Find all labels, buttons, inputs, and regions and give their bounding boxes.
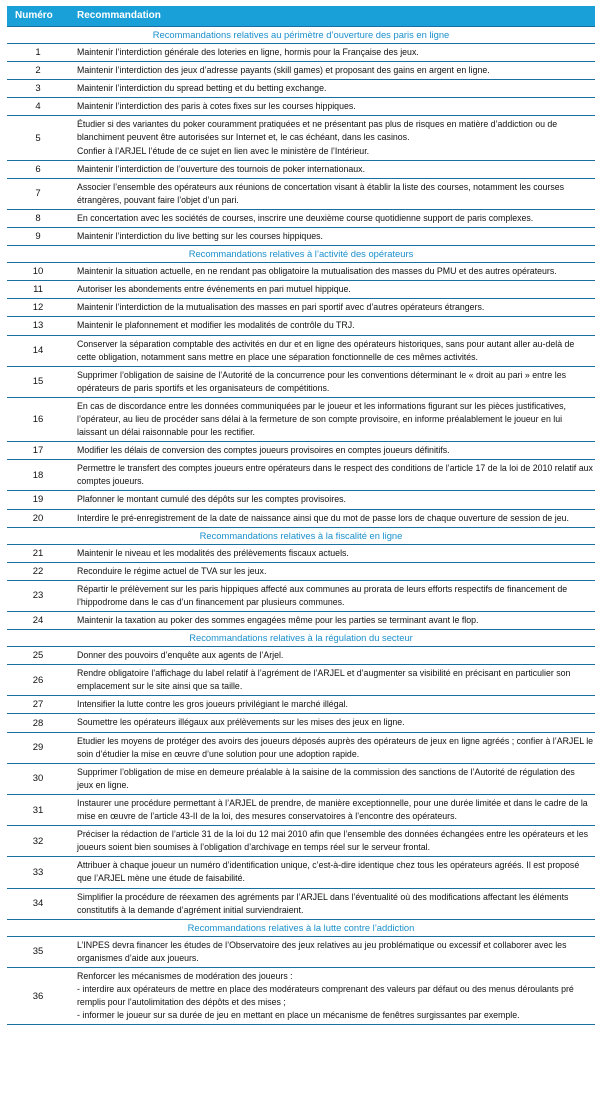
recommendation-text <box>69 228 595 245</box>
recommendation-text <box>69 696 595 713</box>
text-line: Renforcer les mécanismes de modération des joueurs : <box>77 970 293 981</box>
recommendation-text <box>69 968 595 1024</box>
recommendation-number: 20 <box>32 512 44 524</box>
table-row <box>7 441 595 459</box>
recommendation-number: 5 <box>35 132 41 144</box>
recommendation-text <box>69 545 595 562</box>
text-line: l’opérateur, au lieu de procéder sans délai à la fermeture de son compte provisoire, en informe préalablement le joueur en lui <box>77 413 563 424</box>
text-line: Maintenir l’interdiction des paris à cotes fixes sur les courses hippiques. <box>77 101 356 112</box>
recommendation-number: 36 <box>32 990 44 1002</box>
text-line: Répartir le prélèvement sur les paris hippiques affecté aux communes au prorata de leurs efforts respectifs de financement de <box>77 583 568 594</box>
text-line: Donner des pouvoirs d’enquête aux agents de l’Arjel. <box>77 650 284 661</box>
recommendation-number: 17 <box>32 445 44 457</box>
text-line: - informer le joueur sur sa durée de jeu en mettant en place un mécanisme de fenêtres surgissantes par exemple. <box>77 1010 520 1021</box>
text-line: Associer l’ensemble des opérateurs aux réunions de concertation visant à établir la liste des courses, notamment les courses <box>77 181 565 192</box>
table-row <box>7 509 595 527</box>
text-line: Maintenir l’interdiction du live betting sur les courses hippiques. <box>77 231 323 242</box>
recommendation-number: 2 <box>35 65 41 77</box>
text-line: Préciser la rédaction de l’article 31 de la loi du 12 mai 2010 afin que l’ensemble des données échangées entre les opérateurs et les <box>77 829 589 840</box>
table-row <box>7 967 595 1024</box>
text-line: Maintenir l’interdiction de l’ouverture des tournois de poker internationaux. <box>77 163 366 174</box>
recommendation-text <box>69 857 595 887</box>
table-row <box>7 209 595 227</box>
text-line: Maintenir l’interdiction de la mutualisation des masses en pari sportif avec d’autres opérateurs étrangers. <box>77 302 485 313</box>
recommendation-text <box>69 161 595 178</box>
table-row <box>7 580 595 611</box>
section-title: Recommandations relatives au périmètre d’ouverture des paris en ligne <box>7 26 595 43</box>
recommendation-text <box>69 647 595 664</box>
recommendation-number: 18 <box>32 469 44 481</box>
recommendation-number: 26 <box>32 674 44 686</box>
recommendation-number: 21 <box>32 547 44 559</box>
recommendation-number: 7 <box>35 188 41 200</box>
text-line: organismes d’aide aux joueurs. <box>77 952 199 963</box>
table-row <box>7 732 595 763</box>
recommendation-number: 27 <box>32 699 44 711</box>
text-line: Supprimer l’obligation de mise en demeure préalable à la saisine de la commission des sanctions de l’Autorité de régulation des <box>77 766 575 777</box>
recommendation-text <box>69 714 595 731</box>
text-line: Étudier si des variantes du poker couramment pratiquées et ne présentant pas plus de risques en matière d’addiction ou de <box>77 119 558 130</box>
recommendation-text <box>69 665 595 695</box>
header-recommendation: Recommandation <box>77 10 161 21</box>
section-title: Recommandations relatives à la régulation du secteur <box>7 629 595 646</box>
text-line: Attribuer à chaque joueur un numéro d’identification unique, c’est-à-dire identique chez tous les opérateurs agréés. Il est proposé <box>77 860 580 871</box>
recommendation-number: 11 <box>33 284 43 296</box>
text-line: Modifier les délais de conversion des comptes joueurs provisoires en comptes joueurs définitifs. <box>77 445 450 456</box>
recommendation-text <box>69 612 595 629</box>
text-line: Supprimer l’obligation de saisine de l’Autorité de la concurrence pour les conventions déterminant le « droit au pari » entre les <box>77 369 566 380</box>
table-row <box>7 888 595 919</box>
recommendation-text <box>69 80 595 97</box>
recommendation-text <box>69 826 595 856</box>
recommendation-number: 35 <box>32 946 44 958</box>
table-row <box>7 646 595 664</box>
recommendation-text <box>69 442 595 459</box>
table-row <box>7 763 595 794</box>
recommendation-text <box>69 116 595 159</box>
recommendation-text <box>69 733 599 763</box>
recommendation-number: 33 <box>32 866 44 878</box>
recommendation-number: 24 <box>32 615 44 627</box>
recommendation-text <box>69 98 595 115</box>
table-row <box>7 262 595 280</box>
table-row <box>7 43 595 61</box>
table-row <box>7 79 595 97</box>
text-line: opérateurs de paris sportifs et les organisateurs de compétitions. <box>77 382 330 393</box>
recommendation-number: 23 <box>32 590 44 602</box>
recommendation-text <box>69 367 595 397</box>
text-line: Etudier les moyens de protéger des avoirs des joueurs déposés auprès des opérateurs de jeux en ligne agréés ; confier à l’ARJEL le <box>77 735 594 746</box>
table-row <box>7 544 595 562</box>
table-row <box>7 178 595 209</box>
recommendation-number: 4 <box>35 101 41 113</box>
recommendation-text <box>69 937 595 967</box>
recommendation-number: 15 <box>32 376 44 388</box>
text-line: étrangères, pouvant faire l’objet d’un pari. <box>77 194 239 205</box>
table-row <box>7 611 595 629</box>
recommendation-text <box>69 281 595 298</box>
text-line: soin d’étudier la mise en œuvre d’une solution pour une adoption rapide. <box>77 748 360 759</box>
text-line: Maintenir l’interdiction générale des loteries en ligne, hormis pour la Française des jeux. <box>77 47 419 57</box>
table-row <box>7 490 595 508</box>
text-line: mise en œuvre de l’article 43-II de la loi, des mesures conservatoires à l’encontre des opérateurs. <box>77 811 457 822</box>
recommendation-text <box>69 889 595 919</box>
recommendation-text <box>69 62 595 79</box>
recommendation-number: 14 <box>32 345 44 357</box>
text-line: Interdire le pré-enregistrement de la date de naissance ainsi que du mot de passe lors de chaque ouverture de session de jeu. <box>77 512 569 523</box>
table-row <box>7 794 595 825</box>
text-line: - interdire aux opérateurs de mettre en place des modérateurs comprenant des valeurs par défaut ou des menus déroulants pré <box>77 983 574 994</box>
text-line: cette obligation, notamment sans mettre en place une séparation fonctionnelle de ces mêmes activités. <box>77 351 478 362</box>
table-row <box>7 366 595 397</box>
text-line: joueurs soient bien soumises à l’obligation d’archivage en temps réel sur le serveur frontal. <box>77 842 431 853</box>
section-title: Recommandations relatives à la lutte contre l’addiction <box>7 919 595 936</box>
recommendation-text <box>69 460 599 490</box>
header-number: Numéro <box>15 10 53 21</box>
table-row <box>7 335 595 366</box>
text-line: constitutifs à la demande d’agrément initial surviendraient. <box>77 904 304 915</box>
text-line: laissant un délai raisonnable pour les rectifier. <box>77 427 255 438</box>
table-row <box>7 316 595 334</box>
recommendation-number: 30 <box>32 773 44 785</box>
recommendation-number: 13 <box>32 320 44 332</box>
recommendation-text <box>69 336 595 366</box>
text-line: jeux en ligne. <box>77 779 129 790</box>
recommendation-number: 25 <box>32 650 44 662</box>
text-line: blanchiment peuvent être autorisées sur Internet et, le cas échéant, dans les casinos. <box>77 132 410 143</box>
table-row <box>7 280 595 298</box>
recommendation-number: 6 <box>35 163 41 175</box>
text-line: Maintenir l’interdiction du spread betting et du betting exchange. <box>77 83 327 94</box>
text-line: Soumettre les opérateurs illégaux aux prélèvements sur les mises des jeux en ligne. <box>77 717 405 728</box>
recommendation-text <box>69 398 595 441</box>
table-row <box>7 825 595 856</box>
recommendation-number: 28 <box>32 717 44 729</box>
table-row <box>7 695 595 713</box>
table-row <box>7 227 595 245</box>
recommendation-text <box>69 795 595 825</box>
table-row <box>7 856 595 887</box>
text-line: Maintenir la situation actuelle, en ne rendant pas obligatoire la mutualisation des masses du PMU et des autres opérateurs. <box>77 266 557 277</box>
text-line: Confier à l’ARJEL l’étude de ce sujet en lien avec le ministère de l’Intérieur. <box>77 145 370 156</box>
recommendation-text <box>69 563 595 580</box>
text-line: Rendre obligatoire l’affichage du label relatif à l’agrément de l’ARJEL et d’augmenter sa visibilité en précisant en particulier son <box>77 668 571 679</box>
recommendation-text <box>69 491 595 508</box>
text-line: Maintenir l’interdiction des jeux d’adresse payants (skill games) et proposant des gains en argent en ligne. <box>77 65 490 76</box>
recommendation-text <box>69 179 595 209</box>
text-line: Autoriser les abondements entre événements en pari mutuel hippique. <box>77 284 351 295</box>
recommendation-number: 34 <box>32 898 44 910</box>
recommendation-number: 12 <box>32 302 44 314</box>
recommendation-text <box>69 581 595 611</box>
text-line: Simplifier la procédure de réexamen des agréments par l’ARJEL dans l’éventualité où des modifications affectant les éléments <box>77 891 569 902</box>
recommendations-table <box>7 6 595 1025</box>
text-line: En cas de discordance entre les données communiquées par le joueur et les informations figurant sur les pièces justificatives, <box>77 400 566 411</box>
table-body <box>7 26 595 1024</box>
recommendation-number: 3 <box>35 83 41 95</box>
text-line: En concertation avec les sociétés de courses, inscrire une deuxième course quotidienne support de paris complexes. <box>77 212 534 223</box>
table-row <box>7 664 595 695</box>
recommendation-text <box>69 764 595 794</box>
recommendation-text <box>69 510 595 527</box>
table-row <box>7 115 595 159</box>
recommendation-text <box>69 263 595 280</box>
recommendation-number: 19 <box>32 494 44 506</box>
section-title: Recommandations relatives à l’activité des opérateurs <box>7 245 595 262</box>
table-header <box>7 6 595 26</box>
text-line: Intensifier la lutte contre les gros joueurs privilégiant le marché illégal. <box>77 699 348 710</box>
recommendation-text <box>69 317 595 334</box>
table-row <box>7 936 595 967</box>
section-title: Recommandations relatives à la fiscalité en ligne <box>7 527 595 544</box>
recommendation-number: 31 <box>32 804 44 816</box>
text-line: que l’ARJEL mène une étude de faisabilité. <box>77 873 245 884</box>
recommendation-number: 1 <box>35 47 41 59</box>
recommendation-number: 29 <box>32 742 44 754</box>
table-row <box>7 160 595 178</box>
table-row <box>7 397 595 441</box>
text-line: Instaurer une procédure permettant à l’ARJEL de prendre, de manière exceptionnelle, pour une durée limitée et dans le cadre de la <box>77 797 588 808</box>
text-line: Reconduire le régime actuel de TVA sur les jeux. <box>77 565 267 576</box>
text-line: comptes joueurs. <box>77 476 144 487</box>
text-line: Plafonner le montant cumulé des dépôts sur les comptes provisoires. <box>77 494 346 505</box>
text-line: Maintenir le plafonnement et modifier les modalités de contrôle du TRJ. <box>77 320 355 331</box>
table-row <box>7 61 595 79</box>
text-line: L’INPES devra financer les études de l’Observatoire des jeux relatives au jeu problématique ou excessif et collaborer avec les <box>77 939 567 950</box>
text-line: emplacement sur le site ainsi que sa taille. <box>77 681 243 692</box>
text-line: Maintenir la taxation au poker des sommes engagées même pour les parties se terminant avant le flop. <box>77 615 479 625</box>
text-line: remplis pour l’autolimitation des dépôts et des mises ; <box>77 997 286 1008</box>
table-row <box>7 97 595 115</box>
recommendation-number: 8 <box>35 212 41 224</box>
recommendation-text <box>69 210 595 227</box>
recommendation-number: 16 <box>32 414 44 426</box>
recommendation-number: 32 <box>32 835 44 847</box>
table-row <box>7 562 595 580</box>
table-row <box>7 298 595 316</box>
table-row <box>7 459 595 490</box>
recommendation-text <box>69 299 595 316</box>
recommendation-number: 10 <box>32 266 44 278</box>
recommendation-number: 22 <box>32 565 44 577</box>
text-line: Conserver la séparation comptable des activités en dur et en ligne des opérateurs historiques, sans pour autant aller au-delà de <box>77 338 575 349</box>
table-bottom-rule <box>7 1024 595 1025</box>
recommendation-number: 9 <box>35 231 41 243</box>
text-line: Maintenir le niveau et les modalités des prélèvements fiscaux actuels. <box>77 547 349 558</box>
recommendation-text <box>69 44 595 61</box>
table-row <box>7 713 595 731</box>
text-line: l’hippodrome dans le cas d’un financement par plusieurs communes. <box>77 596 345 607</box>
text-line: Permettre le transfert des comptes joueurs entre opérateurs dans le respect des conditions de l’article 17 de la loi de 2010 relatif aux <box>77 463 593 474</box>
